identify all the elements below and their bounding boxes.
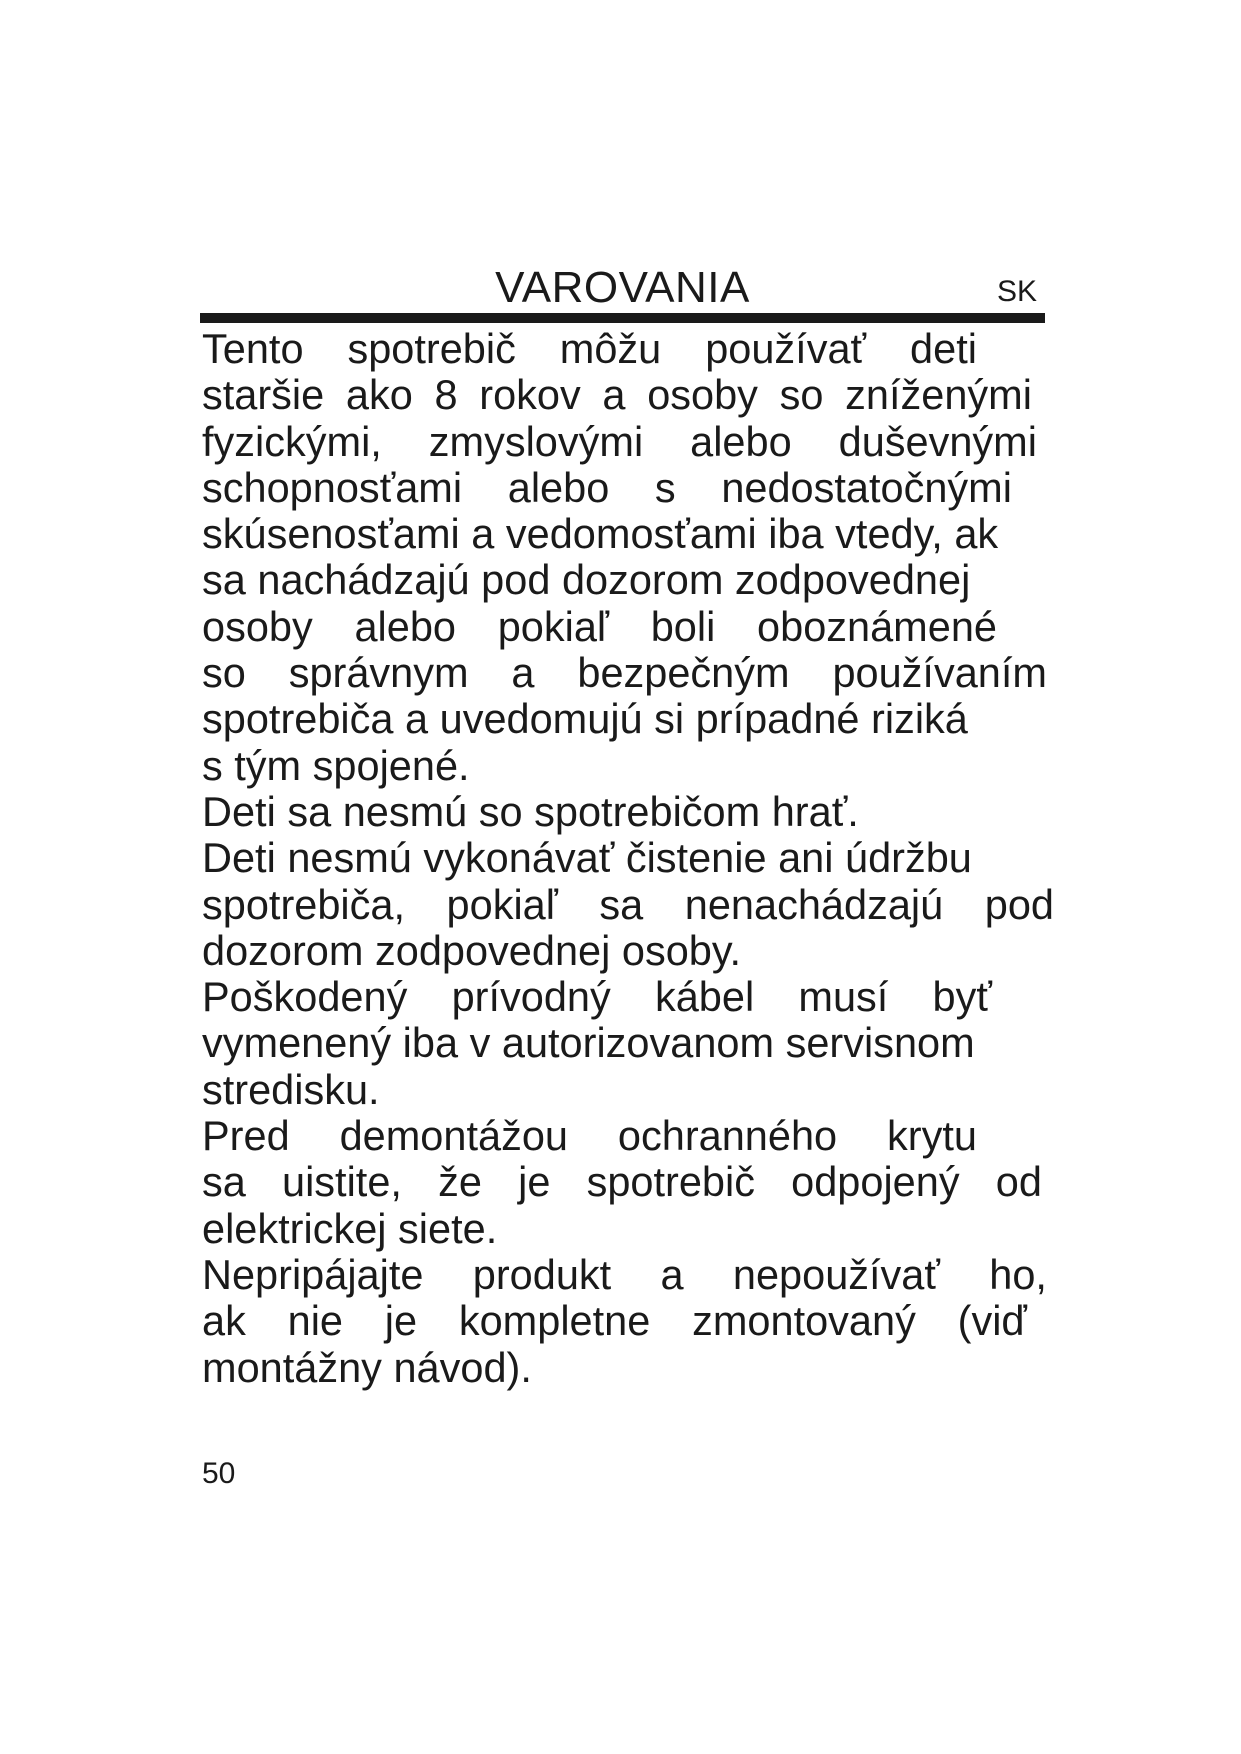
paragraph-line: s tým spojené. [202,741,470,789]
paragraph-line: elektrickej siete. [202,1204,498,1252]
paragraph-line: spotrebiča, pokiaľ sa nenachádzajú pod [202,880,1054,928]
warning-paragraph [202,326,1082,789]
warning-paragraph [202,1252,1082,1391]
paragraph-line: ak nie je kompletne zmontovaný (viď [202,1297,1027,1345]
header-rule [200,313,1045,323]
paragraph-line: so správnym a bezpečným používaním [202,649,1047,697]
warning-paragraph [202,974,1082,1113]
paragraph-line: fyzickými, zmyslovými alebo duševnými [202,417,1037,465]
paragraph-line: skúsenosťami a vedomosťami iba vtedy, ak [202,510,999,558]
paragraph-line: Tento spotrebič môžu používať deti [202,325,977,372]
warning-paragraph [202,789,1082,835]
paragraph-line: dozorom zodpovednej osoby. [202,926,742,974]
warnings-body [202,326,1082,1391]
paragraph-line: sa nachádzajú pod dozorom zodpovednej [202,556,971,604]
paragraph-line: vymenený iba v autorizovanom servisnom [202,1019,975,1067]
paragraph-line: Deti sa nesmú so spotrebičom hrať. [202,787,859,835]
warning-paragraph [202,835,1082,974]
paragraph-line: Poškodený prívodný kábel musí byť [202,973,992,1021]
paragraph-line: Pred demontážou ochranného krytu [202,1112,977,1160]
paragraph-line: sa uistite, že je spotrebič odpojený od [202,1158,1042,1206]
page-title: VAROVANIA [495,263,750,312]
paragraph-line: Nepripájajte produkt a nepoužívať ho, [202,1250,1047,1298]
page-number: 50 [202,1457,236,1490]
paragraph-line: staršie ako 8 rokov a osoby so zníženými [202,371,1032,419]
language-code: SK [996,275,1037,308]
page-header [200,262,1045,314]
paragraph-line: montážny návod). [202,1343,532,1391]
paragraph-line: spotrebiča a uvedomujú si prípadné riziká [202,695,968,743]
paragraph-line: stredisku. [202,1065,380,1113]
paragraph-line: osoby alebo pokiaľ boli oboznámené [202,602,997,650]
paragraph-line: schopnosťami alebo s nedostatočnými [202,463,1012,511]
paragraph-line: Deti nesmú vykonávať čistenie ani údržbu [202,834,972,882]
warning-paragraph [202,1113,1082,1252]
